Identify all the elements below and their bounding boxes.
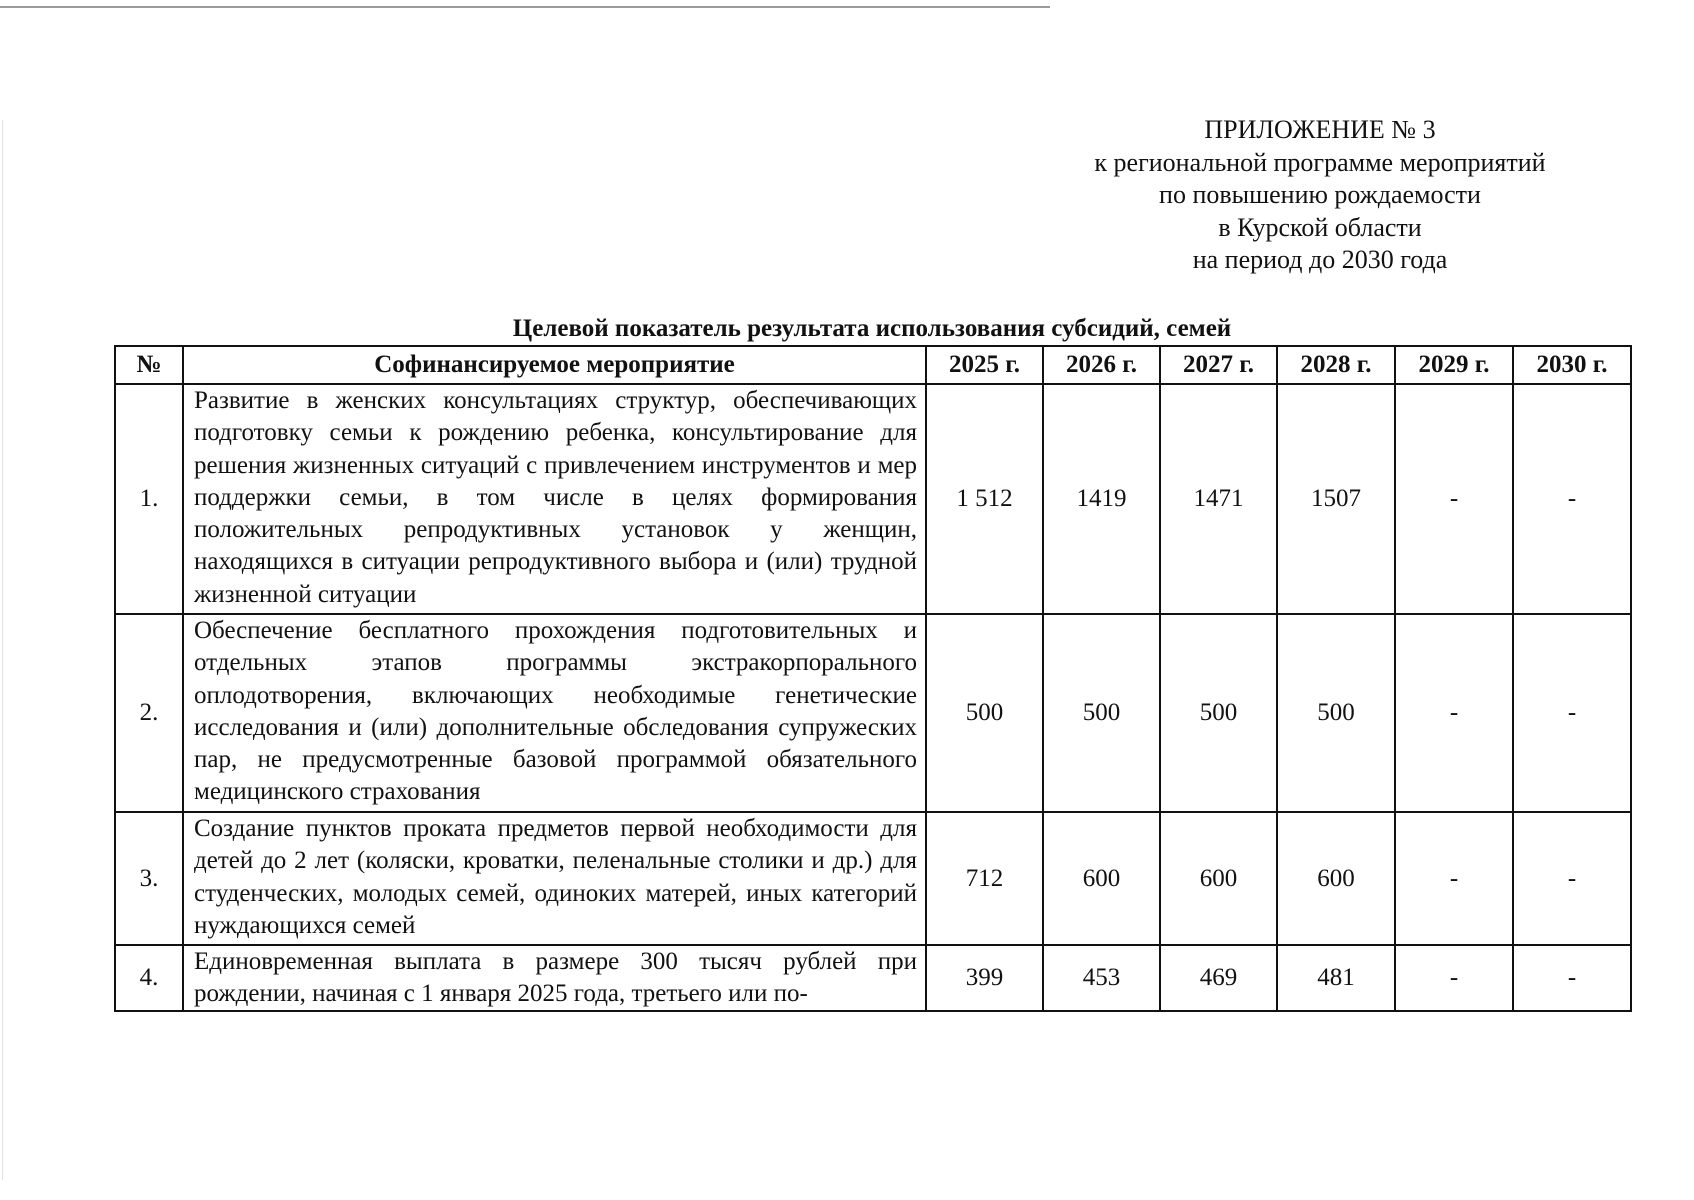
value-2025: 1 512 [926,384,1043,614]
table-row [115,945,1631,1011]
row-activity-cell [183,945,926,1011]
row-number: 2. [115,614,183,812]
value-2029: - [1395,384,1513,614]
value-2028: 500 [1277,614,1395,812]
table-row [115,812,1631,945]
header-2029: 2029 г. [1395,346,1513,384]
appendix-line: к региональной программе мероприятий [1094,147,1546,177]
value-2030: - [1513,384,1631,614]
value-2027: 500 [1160,614,1277,812]
table-row [115,614,1631,812]
row-activity: Обеспечение бесплатного прохождения подготовительных и отдельных этапов программы экстракорпорального оплодотворения, включающих необходимые генетические исследования и (или) дополнительные обследования супружеских пар, не предусмотренные базовой программой обязательного медицинского страхования [183,614,926,812]
value-2030: - [1513,614,1631,812]
value-2028: 600 [1277,812,1395,945]
value-2027: 600 [1160,812,1277,945]
table-title: Целевой показатель результата использования субсидий, семей [512,315,1232,342]
row-activity: Создание пунктов проката предметов первой необходимости для детей до 2 лет (коляски, кроватки, пеленальные столики и др.) для студенческих, молодых семей, одиноких матерей, иных категорий нуждающихся семей [183,812,926,945]
appendix-line: в Курской области [1218,212,1422,242]
header-2027: 2027 г. [1160,346,1277,384]
appendix-header [1040,114,1600,277]
indicator-table [114,345,1632,1012]
value-2027: 469 [1160,945,1277,1011]
row-number: 4. [115,945,183,1011]
value-2026: 500 [1043,614,1160,812]
appendix-line: на период до 2030 года [1192,245,1448,274]
row-number: 1. [115,384,183,614]
value-2029: - [1395,614,1513,812]
value-2028: 1507 [1277,384,1395,614]
value-2025: 500 [926,614,1043,812]
header-activity: Софинансируемое мероприятие [183,346,926,384]
row-activity: Единовременная выплата в размере 300 тысяч рублей при рождении, начиная с 1 января 2025 года, третьего или по- [194,948,917,1008]
table-row [115,384,1631,614]
header-2030: 2030 г. [1513,346,1631,384]
scan-edge-line [0,6,1050,8]
value-2029: - [1395,812,1513,945]
value-2025: 712 [926,812,1043,945]
value-2030: - [1513,812,1631,945]
header-2028: 2028 г. [1277,346,1395,384]
value-2025: 399 [926,945,1043,1011]
value-2030: - [1513,945,1631,1011]
value-2026: 453 [1043,945,1160,1011]
value-2027: 1471 [1160,384,1277,614]
header-2025: 2025 г. [926,346,1043,384]
value-2026: 600 [1043,812,1160,945]
header-2026: 2026 г. [1043,346,1160,384]
row-number: 3. [115,812,183,945]
scan-left-edge [2,120,3,1180]
value-2028: 481 [1277,945,1395,1011]
appendix-title: ПРИЛОЖЕНИЕ № 3 [1204,115,1436,144]
value-2026: 1419 [1043,384,1160,614]
header-number: № [115,346,183,384]
appendix-line: по повышению рождаемости [1159,180,1481,209]
table-header-row [115,346,1631,384]
row-activity: Развитие в женских консультациях структур, обеспечивающих подготовку семьи к рождению ребенка, консультирование для решения жизненных ситуаций с привлечением инструментов и мер поддержки семьи, в том числе в целях формирования положительных репродуктивных установок у женщин, находящихся в ситуации репродуктивного выбора и (или) трудной жизненной ситуации [183,384,926,614]
value-2029: - [1395,945,1513,1011]
